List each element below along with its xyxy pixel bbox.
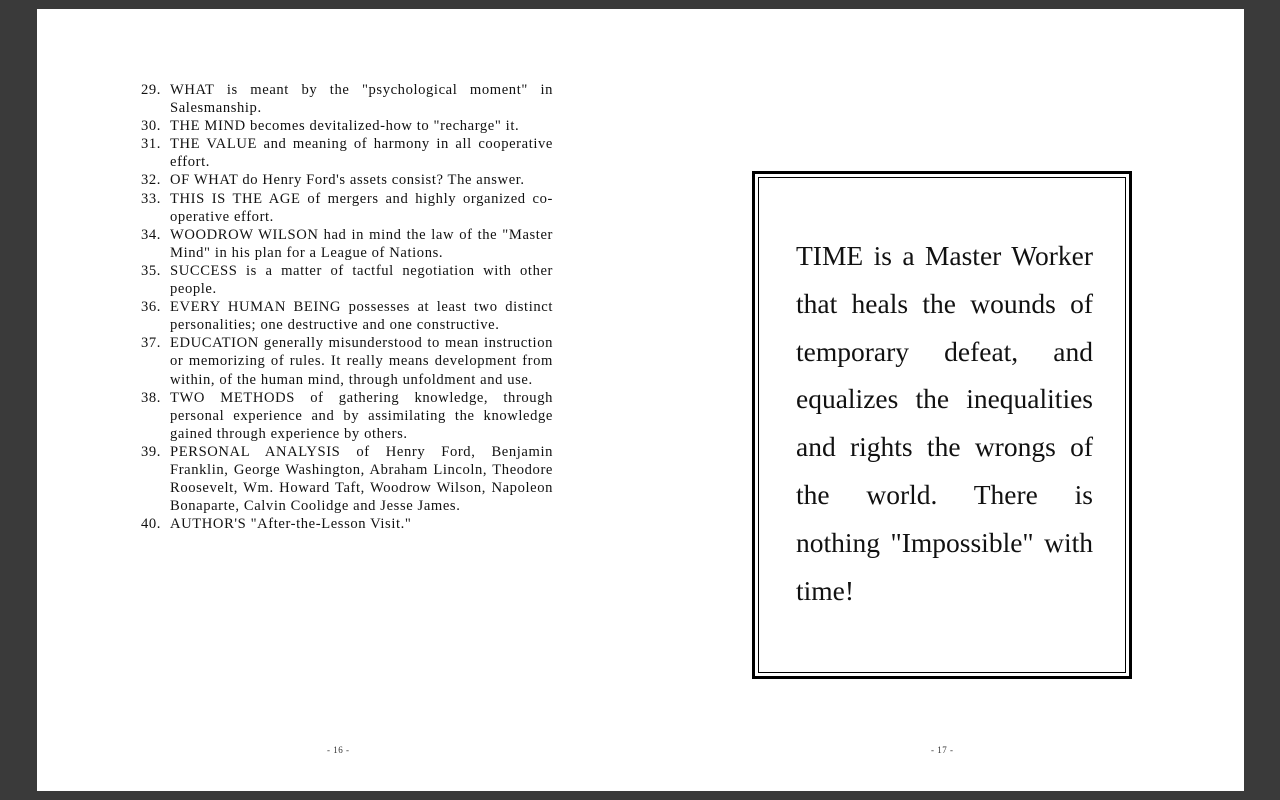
item-number: 35. <box>141 262 162 279</box>
page-16 <box>37 9 640 791</box>
list-item <box>141 298 553 334</box>
item-text: EDUCATION generally misunderstood to mean instruction or memorizing of rules. It really means development from within, of the human mind, through unfoldment and use. <box>170 335 553 388</box>
item-text: EVERY HUMAN BEING possesses at least two distinct personalities; one destructive and one constructive. <box>170 299 553 334</box>
list-item <box>141 135 553 171</box>
list-item <box>141 515 553 533</box>
item-text: THE VALUE and meaning of harmony in all cooperative effort. <box>170 136 553 171</box>
item-number: 36. <box>141 299 162 316</box>
item-text: PERSONAL ANALYSIS of Henry Ford, Benjamin Franklin, George Washington, Abraham Lincoln, Theodore Roosevelt, Wm. Howard Taft, Woodrow Wilson, Napoleon Bonaparte, Calvin Coolidge and Jesse James. <box>170 443 553 515</box>
page-spread <box>37 9 1244 791</box>
item-text: SUCCESS is a matter of tactful negotiation with other people. <box>170 262 553 298</box>
item-text: THE MIND becomes devitalized-how to "recharge" it. <box>170 118 520 135</box>
item-number: 32. <box>141 172 162 189</box>
lesson-topic-list <box>141 81 553 533</box>
item-number: 29. <box>141 82 162 98</box>
page-number: - 16 - <box>327 745 350 755</box>
item-number: 31. <box>141 136 162 153</box>
page-number: - 17 - <box>931 745 954 755</box>
list-item <box>141 443 553 515</box>
list-item <box>141 117 553 135</box>
list-item <box>141 389 553 443</box>
item-text: WOODROW WILSON had in mind the law of the "Master Mind" in his plan for a League of Nations. <box>170 226 553 261</box>
item-number: 39. <box>141 443 162 460</box>
item-number: 40. <box>141 516 162 533</box>
list-item <box>141 171 553 189</box>
quote-text: TIME is a Master Worker that heals the wounds of temporary defeat, and equalizes the inequalities and rights the wrongs of the world. There is nothing "Impossible" with time! <box>796 240 1093 606</box>
item-text: THIS IS THE AGE of mergers and highly organized co-operative effort. <box>170 190 553 225</box>
item-text: OF WHAT do Henry Ford's assets consist? The answer. <box>170 172 525 189</box>
item-text: TWO METHODS of gathering knowledge, through personal experience and by assimilating the knowledge gained through experience by others. <box>170 389 553 442</box>
list-item <box>141 190 553 226</box>
list-item <box>141 226 553 262</box>
item-number: 30. <box>141 118 162 135</box>
item-text: AUTHOR'S "After-the-Lesson Visit." <box>170 516 412 533</box>
item-number: 37. <box>141 335 162 352</box>
list-item <box>141 81 553 117</box>
page-17 <box>640 9 1244 791</box>
item-number: 33. <box>141 190 162 207</box>
list-item <box>141 334 553 388</box>
item-number: 34. <box>141 226 162 243</box>
quote-box <box>752 171 1132 679</box>
list-item <box>141 262 553 298</box>
item-number: 38. <box>141 389 162 406</box>
item-text: WHAT is meant by the "psychological moment" in Salesmanship. <box>170 82 553 117</box>
